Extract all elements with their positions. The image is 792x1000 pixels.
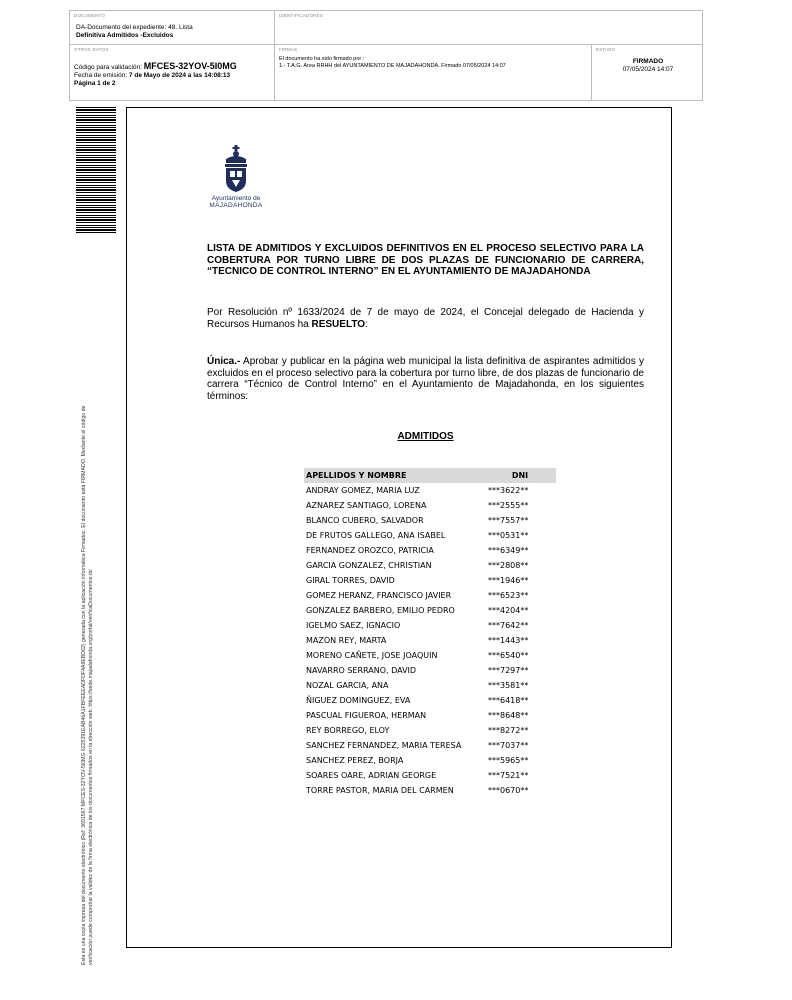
unica-paragraph — [207, 356, 644, 402]
applicant-dni: ***1443** — [488, 636, 529, 645]
applicant-dni: ***6540** — [488, 651, 529, 660]
codigo-validacion — [74, 62, 237, 72]
table-row — [304, 618, 556, 633]
applicant-name: GIRAL TORRES, DAVID — [306, 576, 395, 585]
column-header-name: APELLIDOS Y NOMBRE — [304, 468, 484, 483]
admitidos-table — [304, 468, 556, 798]
table-row — [304, 648, 556, 663]
applicant-name: TORRE PASTOR, MARIA DEL CARMEN — [306, 786, 454, 795]
applicant-dni: ***8272** — [488, 726, 529, 735]
applicant-name: SOARES OARE, ADRIAN GEORGE — [306, 771, 437, 780]
logo-line1: Ayuntamiento de — [211, 195, 261, 202]
applicant-name: SANCHEZ FERNANDEZ, MARIA TERESA — [306, 741, 462, 750]
fecha-prefix: Fecha de emisión: — [74, 72, 129, 79]
applicant-name: REY BORREGO, ELOY — [306, 726, 390, 735]
table-row — [304, 558, 556, 573]
documento-line1: DA-Documento del expediente: 48. Lista — [76, 24, 193, 31]
table-row — [304, 738, 556, 753]
table-row — [304, 543, 556, 558]
para1-end: : — [365, 318, 368, 330]
otros-datos-text — [74, 62, 237, 88]
documento-text — [76, 24, 193, 40]
applicant-dni: ***0670** — [488, 786, 529, 795]
estado-date: 07/05/2024 14:07 — [622, 66, 674, 73]
document-title: LISTA DE ADMITIDOS Y EXCLUIDOS DEFINITIVOS EN EL PROCESO SELECTIVO PARA LA COBERTURA POR TURNO LIBRE DE DOS PLAZAS DE FUNCIONARIO DE CARRERA, “TECNICO DE CONTROL INTERNO” EN EL AYUNTAMIENTO DE MAJADAHONDA — [207, 243, 644, 277]
logo-text — [206, 195, 266, 209]
applicant-name: ANDRAY GOMEZ, MARIA LUZ — [306, 486, 420, 495]
applicant-dni: ***1946** — [488, 576, 529, 585]
table-body — [304, 483, 556, 798]
header-estado-box — [591, 44, 703, 101]
para2-text: Aprobar y publicar en la página web municipal la lista definitiva de aspirantes admitidos y excluidos en el proceso selectivo para la cobertura por turno libre, de dos plazas de funcionario de carrera “Técnico de Control Interno” en el Ayuntamiento de Majadahonda, en los siguientes términos: — [207, 356, 644, 402]
applicant-name: NAVARRO SERRANO, DAVID — [306, 666, 417, 675]
firmas-line1: El documento ha sido firmado por : — [279, 56, 365, 62]
applicant-dni: ***3581** — [488, 681, 529, 690]
codigo-prefix: Código para validación: — [74, 64, 144, 71]
table-row — [304, 633, 556, 648]
table-row — [304, 708, 556, 723]
vertical-note-line2: verificación puede comprobar la validez de la firma electrónica de los documentos firmados en la dirección web: https://sede.majadahonda.org/portal/verificaDocumentos.do — [88, 569, 94, 965]
documento-label: DOCUMENTO — [74, 13, 106, 18]
admitidos-heading: ADMITIDOS — [397, 431, 454, 442]
table-row — [304, 498, 556, 513]
applicant-dni: ***2555** — [488, 501, 529, 510]
vertical-note-line1: Esta es una copia impresa del documento electrónico (Ref: 3691567 MFCES-32YOV-5I0MG 6225391EAB46A1FBFEEEADFDF4A9EBD62) generada con la aplicación informática Firmadoc. El documento está FIRMADO. Mediante el código de — [81, 405, 87, 965]
header-identificadores-box — [274, 10, 703, 45]
applicant-name: GOMEZ HERANZ, FRANCISCO JAVIER — [306, 591, 452, 600]
header-documento-box — [69, 10, 275, 45]
coat-of-arms-icon — [222, 145, 250, 193]
table-row — [304, 753, 556, 768]
applicant-name: MORENO CAÑETE, JOSE JOAQUIN — [306, 651, 438, 660]
applicant-dni: ***3622** — [488, 486, 529, 495]
table-row — [304, 528, 556, 543]
applicant-name: MAZON REY, MARTA — [306, 636, 387, 645]
table-row — [304, 693, 556, 708]
table-header-row — [304, 468, 556, 483]
table-row — [304, 783, 556, 798]
applicant-name: BLANCO CUBERO, SALVADOR — [306, 516, 424, 525]
table-row — [304, 573, 556, 588]
fecha-value: 7 de Mayo de 2024 a las 14:08:13 — [128, 72, 231, 79]
applicant-name: SANCHEZ PEREZ, BORJA — [306, 756, 404, 765]
fecha-emision — [74, 72, 237, 80]
resolution-paragraph — [207, 307, 644, 330]
applicant-dni: ***6523** — [488, 591, 529, 600]
applicant-dni: ***4204** — [488, 606, 529, 615]
table-row — [304, 723, 556, 738]
applicant-dni: ***7297** — [488, 666, 529, 675]
applicant-name: FERNANDEZ OROZCO, PATRICIA — [306, 546, 434, 555]
applicant-name: AZNAREZ SANTIAGO, LORENA — [306, 501, 427, 510]
applicant-dni: ***8648** — [488, 711, 529, 720]
identificadores-label: IDENTIFICADORES — [279, 13, 324, 18]
barcode — [76, 107, 116, 235]
firmas-text — [279, 56, 506, 70]
applicant-name: NOZAL GARCIA, ANA — [306, 681, 389, 690]
table-row — [304, 483, 556, 498]
applicant-name: GARCIA GONZALEZ, CHRISTIAN — [306, 561, 432, 570]
applicant-name: IGELMO SAEZ, IGNACIO — [306, 621, 401, 630]
para1-text: Por Resolución nº 1633/2024 de 7 de mayo de 2024, el Concejal delegado de Hacienda y Recursos Humanos ha — [207, 307, 644, 330]
codigo-value: MFCES-32YOV-5I0MG — [143, 61, 237, 71]
logo-line2: MAJADAHONDA — [209, 202, 263, 209]
table-row — [304, 678, 556, 693]
estado-text — [592, 58, 704, 74]
estado-value: FIRMADO — [632, 58, 664, 65]
firmas-label: FIRMAS — [279, 47, 298, 52]
applicant-dni: ***7037** — [488, 741, 529, 750]
applicant-name: DE FRUTOS GALLEGO, ANA ISABEL — [306, 531, 446, 540]
table-row — [304, 603, 556, 618]
applicant-dni: ***2808** — [488, 561, 529, 570]
firmas-line2: 1.- T.A.G. Area RRHH del AYUNTAMIENTO DE MAJADAHONDA. Firmado 07/05/2024 14:07 — [279, 63, 506, 69]
para1-bold: RESUELTO — [311, 318, 366, 330]
pagina-label: Página 1 de 2 — [74, 80, 116, 87]
applicant-dni: ***7642** — [488, 621, 529, 630]
applicant-dni: ***0531** — [488, 531, 529, 540]
para2-bold: Única.- — [207, 356, 241, 367]
estado-label: ESTADO — [596, 47, 616, 52]
applicant-dni: ***5965** — [488, 756, 529, 765]
applicant-dni: ***6349** — [488, 546, 529, 555]
otros-datos-label: OTROS DATOS — [74, 47, 109, 52]
header-otros-datos-box — [69, 44, 275, 101]
applicant-name: ÑIGUEZ DOMINGUEZ, EVA — [306, 696, 411, 705]
documento-line2: Definitiva Admitidos -Excluidos — [76, 32, 174, 39]
applicant-dni: ***7557** — [488, 516, 529, 525]
table-row — [304, 663, 556, 678]
applicant-dni: ***6418** — [488, 696, 529, 705]
table-row — [304, 588, 556, 603]
header-firmas-box — [274, 44, 592, 101]
table-row — [304, 513, 556, 528]
vertical-verification-note — [81, 305, 95, 965]
applicant-name: PASCUAL FIGUEROA, HERMAN — [306, 711, 427, 720]
applicant-name: GONZALEZ BARBERO, EMILIO PEDRO — [306, 606, 455, 615]
column-header-dni: DNI — [484, 468, 556, 483]
table-row — [304, 768, 556, 783]
applicant-dni: ***7521** — [488, 771, 529, 780]
municipality-logo — [206, 145, 266, 209]
